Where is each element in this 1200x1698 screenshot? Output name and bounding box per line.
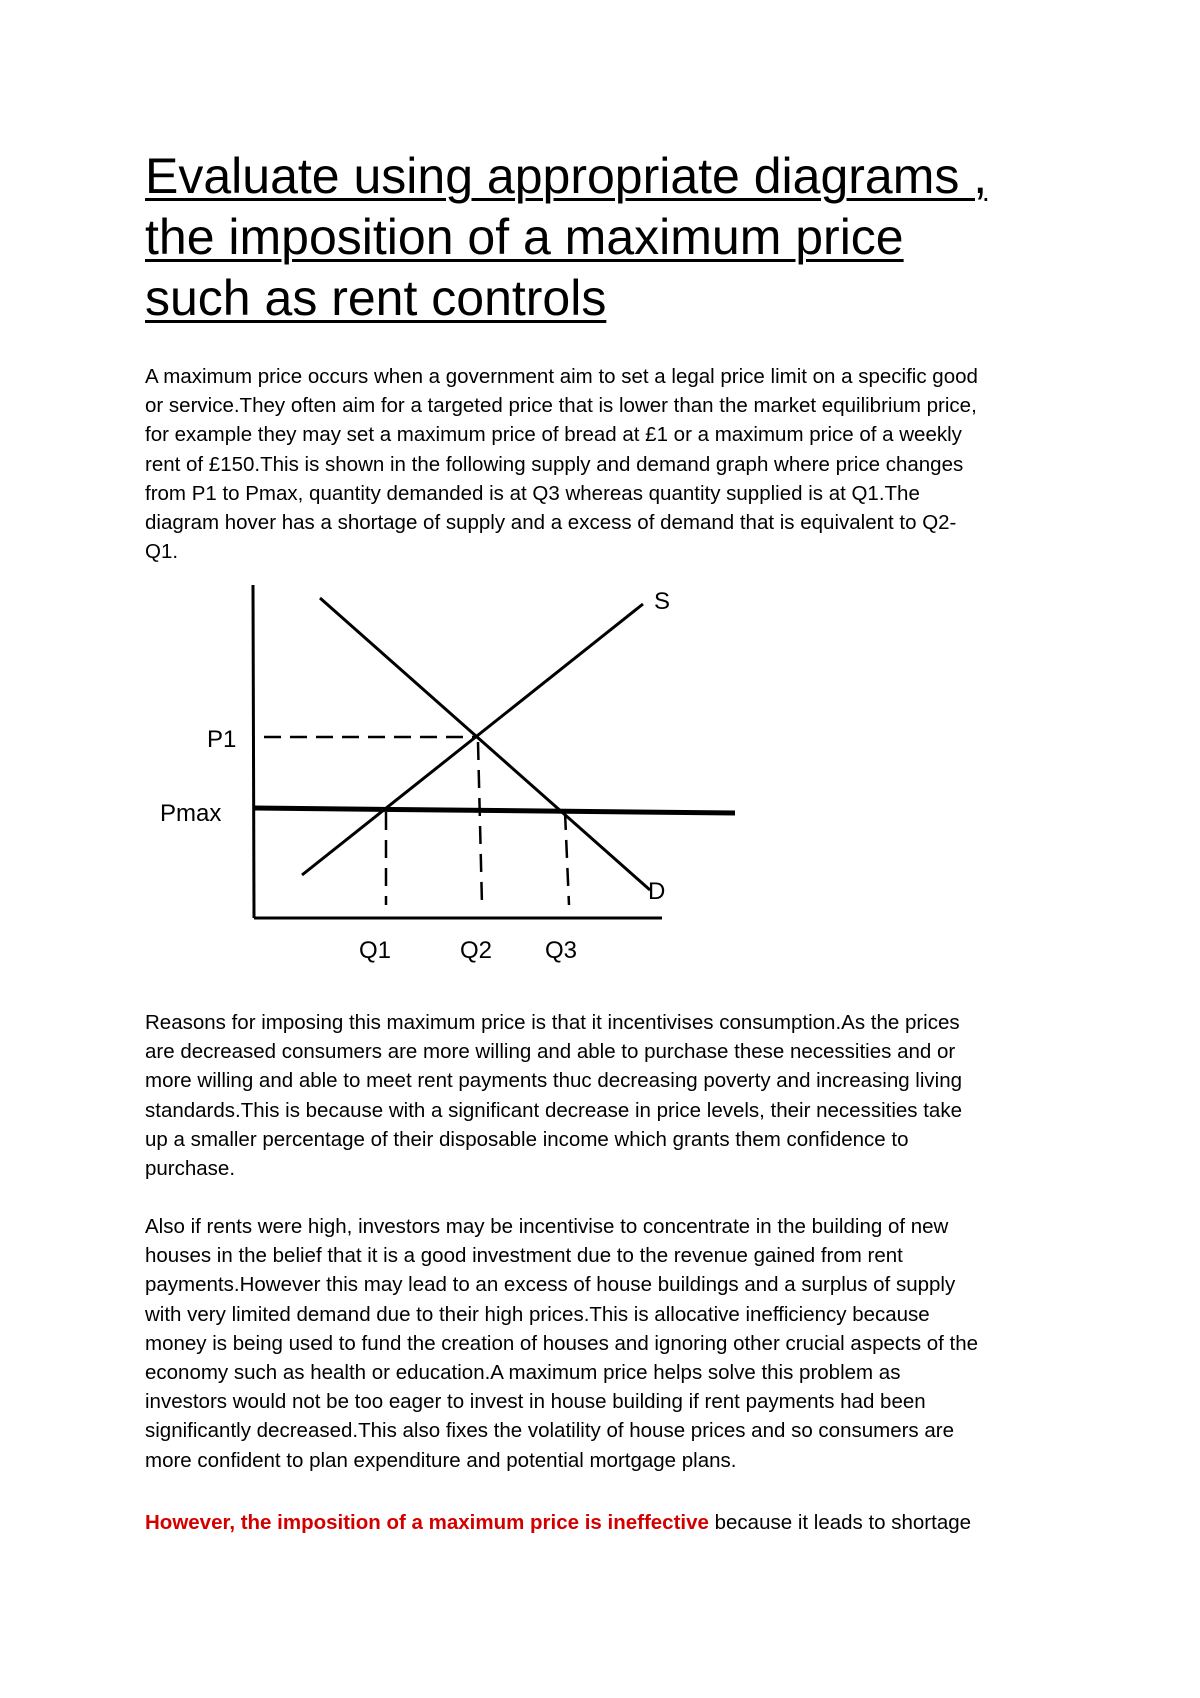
text-line: investors would not be too eager to invest in house building if rent payments had been xyxy=(145,1390,926,1414)
y-axis xyxy=(253,585,254,918)
text-line: standards.This is because with a significant decrease in price levels, their necessities take xyxy=(145,1098,962,1122)
title-line: the imposition of a maximum price xyxy=(145,209,904,265)
text-line: diagram hover has a shortage of supply and a excess of demand that is equivalent to Q2- xyxy=(145,511,957,535)
text-line: money is being used to fund the creation of houses and ignoring other crucial aspects of the xyxy=(145,1331,979,1355)
text-line: rent of £150.This is shown in the following supply and demand graph where price changes xyxy=(145,452,964,476)
demand-label: D xyxy=(648,878,666,905)
text-line: payments.However this may lead to an excess of house buildings and a surplus of supply xyxy=(145,1273,956,1297)
text-line: are decreased consumers are more willing and able to purchase these necessities and or xyxy=(145,1040,956,1064)
paragraph-investors xyxy=(145,1212,1065,1475)
p1-label: P1 xyxy=(207,726,237,753)
max-price-line xyxy=(254,808,735,813)
text-line: from P1 to Pmax, quantity demanded is at Q3 whereas quantity supplied is at Q1.The xyxy=(145,481,920,505)
title-line: such as rent controls xyxy=(145,270,607,326)
text-line: A maximum price occurs when a government aim to set a legal price limit on a specific good xyxy=(145,365,978,388)
text-line: houses in the belief that it is a good investment due to the revenue gained from rent xyxy=(145,1244,903,1268)
text-line: for example they may set a maximum price of bread at £1 or a maximum price of a weekly xyxy=(145,423,962,447)
q3-dashed-line xyxy=(565,812,569,905)
text-line: Q1. xyxy=(145,540,179,564)
text-line: Also if rents were high, investors may be incentivise to concentrate in the building of new xyxy=(145,1215,949,1238)
q2-label: Q2 xyxy=(460,937,493,964)
text-line: more willing and able to meet rent payments thuc decreasing poverty and increasing living xyxy=(145,1069,963,1093)
q1-label: Q1 xyxy=(359,937,392,964)
text-line: significantly decreased.This also fixes the volatility of house prices and so consumers are xyxy=(145,1419,955,1443)
paragraph-reasons xyxy=(145,1008,1065,1183)
text-line: more confident to plan expenditure and potential mortgage plans. xyxy=(145,1448,737,1472)
supply-curve xyxy=(302,604,643,875)
demand-curve xyxy=(320,598,650,890)
claim-continuation: because it leads to shortage xyxy=(708,1511,972,1534)
paragraph-ineffective xyxy=(145,1508,1065,1537)
q3-label: Q3 xyxy=(545,937,578,964)
text-line: or service.They often aim for a targeted price that is lower than the market equilibrium price, xyxy=(145,394,977,418)
highlighted-claim: However, the imposition of a maximum price is ineffective xyxy=(145,1511,709,1534)
text-line: economy such as health or education.A maximum price helps solve this problem as xyxy=(145,1361,901,1385)
pmax-label: Pmax xyxy=(160,800,222,827)
text-line: Reasons for imposing this maximum price is that it incentivises consumption.As the prices xyxy=(145,1011,960,1034)
text-line: with very limited demand due to their high prices.This is allocative inefficiency because xyxy=(145,1302,930,1326)
text-line xyxy=(145,1508,1065,1537)
text-line: purchase. xyxy=(145,1157,236,1181)
q2-dashed-line xyxy=(478,742,482,905)
text-line: up a smaller percentage of their disposable income which grants them confidence to xyxy=(145,1127,909,1151)
title-line: Evaluate using appropriate diagrams , xyxy=(145,148,988,204)
supply-label: S xyxy=(654,588,671,615)
